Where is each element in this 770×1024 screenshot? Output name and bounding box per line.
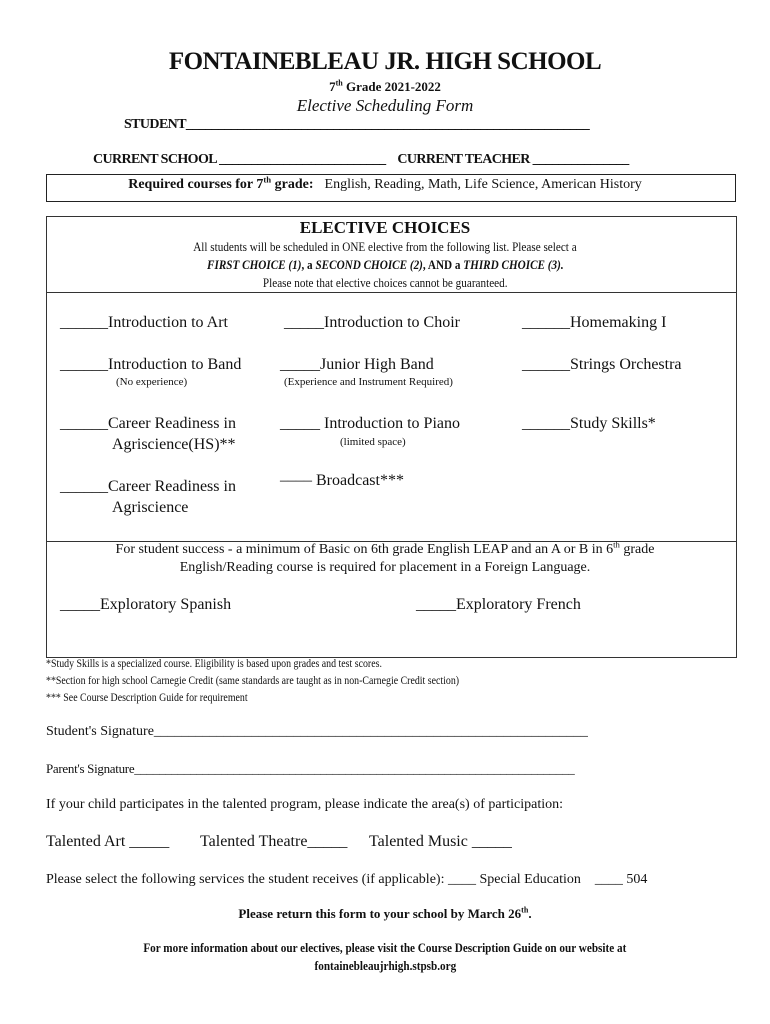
option-exploratory-french[interactable]: _____Exploratory French (416, 596, 581, 613)
more-info-line: For more information about our electives, please visit the Course Description Guide on our website at (143, 940, 627, 955)
services-selection[interactable]: Please select the following services the student receives (if applicable): ____ Special Education ____ 504 (46, 872, 648, 887)
required-courses (0, 174, 770, 193)
elective-header-divider (46, 292, 736, 293)
piano-note: (limited space) (340, 436, 406, 448)
talented-question: If your child participates in the talented program, please indicate the area(s) of participation: (46, 797, 564, 812)
footnote-study-skills: *Study Skills is a specialized course. Eligibility is based upon grades and test scores. (46, 658, 382, 670)
footnote-broadcast: *** See Course Description Guide for requirement (46, 692, 248, 704)
talented-theatre-field[interactable]: Talented Theatre_____ (200, 833, 348, 850)
student-signature-field[interactable]: Student's Signature______________________________________________________________ (46, 724, 588, 739)
required-label: Required courses for 7th grade: (128, 174, 314, 192)
required-course-list: English, Reading, Math, Life Science, American History (324, 177, 642, 192)
form-name: Elective Scheduling Form (296, 96, 474, 115)
junior-band-note: (Experience and Instrument Required) (284, 376, 453, 388)
elective-instruction-2: FIRST CHOICE (1), a SECOND CHOICE (2), AND a THIRD CHOICE (3). (206, 257, 564, 272)
talented-music-field[interactable]: Talented Music _____ (369, 833, 512, 850)
option-strings-orchestra[interactable]: ______Strings Orchestra (522, 356, 682, 373)
grade-year (0, 79, 770, 95)
foreign-language-note: For student success - a minimum of Basic on 6th grade English LEAP and an A or B in 6th grade (115, 539, 655, 557)
option-broadcast[interactable]: –––– Broadcast*** (280, 472, 404, 489)
grade-number: 7 (329, 79, 336, 94)
grade-year-text: Grade 2021-2022 (342, 79, 441, 94)
option-career-readiness-hs[interactable]: ______Career Readiness in (60, 415, 236, 432)
career-readiness-hs-line2: Agriscience(HS)** (112, 436, 236, 453)
current-teacher-field[interactable]: CURRENT TEACHER _______________ (397, 152, 629, 167)
option-junior-high-band[interactable]: _____Junior High Band (280, 356, 434, 373)
current-school-field[interactable]: CURRENT SCHOOL __________________________ (93, 152, 386, 167)
option-study-skills[interactable]: ______Study Skills* (522, 415, 656, 432)
parent-signature-field[interactable]: Parent's Signature_______________________________________________________________________ (46, 761, 575, 776)
school-title: FONTAINEBLEAU JR. HIGH SCHOOL (168, 48, 602, 75)
talented-art-field[interactable]: Talented Art _____ (46, 833, 170, 850)
grade-suffix: th (335, 78, 343, 88)
foreign-language-note-2: English/Reading course is required for placement in a Foreign Language. (179, 560, 591, 575)
footnote-carnegie: **Section for high school Carnegie Credit (same standards are taught as in non-Carnegie Credit section) (46, 675, 460, 687)
option-intro-choir[interactable]: _____Introduction to Choir (284, 314, 460, 331)
option-career-readiness[interactable]: ______Career Readiness in (60, 478, 236, 495)
option-exploratory-spanish[interactable]: _____Exploratory Spanish (60, 596, 232, 613)
school-teacher-row (93, 152, 629, 168)
option-intro-piano[interactable]: _____ Introduction to Piano (280, 415, 460, 432)
option-homemaking[interactable]: ______Homemaking I (522, 314, 667, 331)
option-intro-art[interactable]: ______Introduction to Art (60, 314, 228, 331)
return-instruction: Please return this form to your school by March 26th. (238, 905, 532, 921)
website-link[interactable]: fontainebleaujrhigh.stpsb.org (314, 958, 456, 973)
elective-instruction-3: Please note that elective choices cannot be guaranteed. (262, 275, 508, 290)
career-readiness-line2: Agriscience (112, 499, 189, 516)
intro-band-note: (No experience) (116, 376, 188, 388)
option-intro-band[interactable]: ______Introduction to Band (60, 356, 242, 373)
elective-heading: ELECTIVE CHOICES (299, 218, 471, 237)
student-name-field[interactable]: STUDENT_______________________________________________________________ (124, 117, 590, 132)
elective-instruction-1: All students will be scheduled in ONE elective from the following list. Please select a (193, 239, 577, 254)
